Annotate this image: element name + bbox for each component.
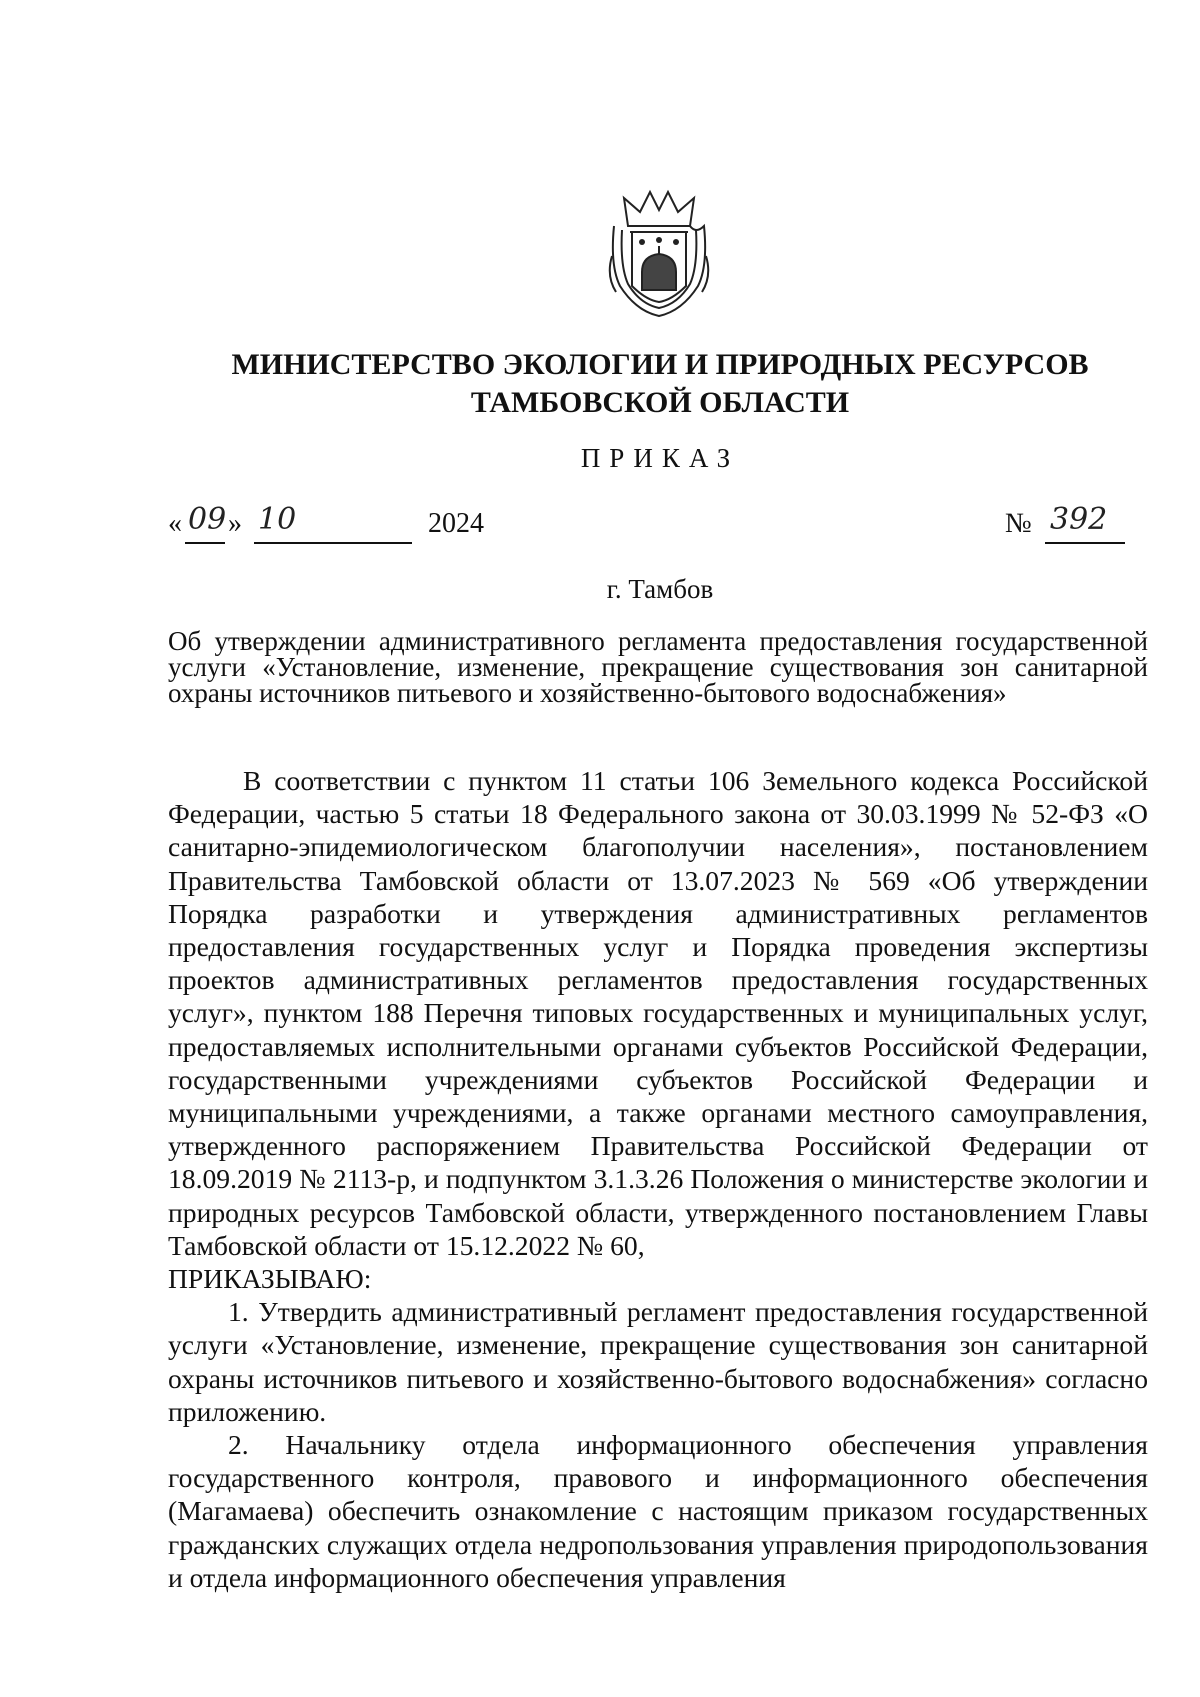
item-2-paragraph: 2. Начальнику отдела информационного обеспечения управления государственного контроля, правового и информационного обеспечения (Магамаева) обеспечить ознакомление с настоящим приказом государственных гражданских служащих отдела недропользования управления природопользования и отдела информационного обеспечения управления — [168, 1429, 1148, 1593]
date-month: 10 — [258, 502, 297, 537]
city: г. Тамбов — [606, 574, 714, 604]
date-day-underline — [185, 542, 225, 544]
order-number: 392 — [1050, 502, 1108, 537]
date-open-quote: « — [168, 508, 182, 539]
date-year: 2024 — [428, 508, 484, 539]
order-body — [168, 764, 1148, 1594]
date-close-quote: » — [228, 508, 242, 539]
item-1-paragraph: 1. Утвердить административный регламент предоставления государственной услуги «Установление, изменение, прекращение существования зон санитарной охраны источников питьевого и хозяйственно-бытового водоснабжения» согласно приложению. — [168, 1296, 1148, 1427]
ministry-name-line2: ТАМБОВСКОЙ ОБЛАСТИ — [470, 386, 850, 419]
order-number-underline — [1045, 542, 1125, 544]
coat-of-arms-icon — [606, 186, 712, 318]
date-day: 09 — [188, 502, 227, 537]
ministry-name — [120, 346, 1200, 422]
ministry-name-line1: МИНИСТЕРСТВО ЭКОЛОГИИ И ПРИРОДНЫХ РЕСУРСОВ — [231, 348, 1089, 381]
command-word: ПРИКАЗЫВАЮ: — [168, 1263, 372, 1295]
order-subject: Об утверждении административного регламента предоставления государственной услуги «Установление, изменение, прекращение существования зон санитарной охраны источников питьевого и хозяйственно-бытового водоснабжения» — [168, 626, 1148, 708]
date-month-underline — [254, 542, 412, 544]
order-title: ПРИКАЗ — [580, 443, 740, 473]
date-number-row — [0, 502, 1200, 552]
preamble-paragraph: В соответствии с пунктом 11 статьи 106 Земельного кодекса Российской Федерации, частью 5 статьи 18 Федерального закона от 30.03.1999 № 52-ФЗ «О санитарно-эпидемиологическом благополучии населения», постановлением Правительства Тамбовской области от 13.07.2023 № 569 «Об утверждении Порядка разработки и утверждения административных регламентов предоставления государственных услуг и Порядка проведения экспертизы проектов административных регламентов предоставления государственных услуг», пунктом 188 Перечня типовых государственных и муниципальных услуг, предоставляемых исполнительными органами субъектов Российской Федерации, государственными учреждениями субъектов Российской Федерации и муниципальными учреждениями, а также органами местного самоуправления, утвержденного распоряжением Правительства Российской Федерации от 18.09.2019 № 2113-р, и подпунктом 3.1.3.26 Положения о министерстве экологии и природных ресурсов Тамбовской области, утвержденного постановлением Главы Тамбовской области от 15.12.2022 № 60, — [168, 765, 1148, 1261]
order-number-sign: № — [1005, 508, 1032, 539]
